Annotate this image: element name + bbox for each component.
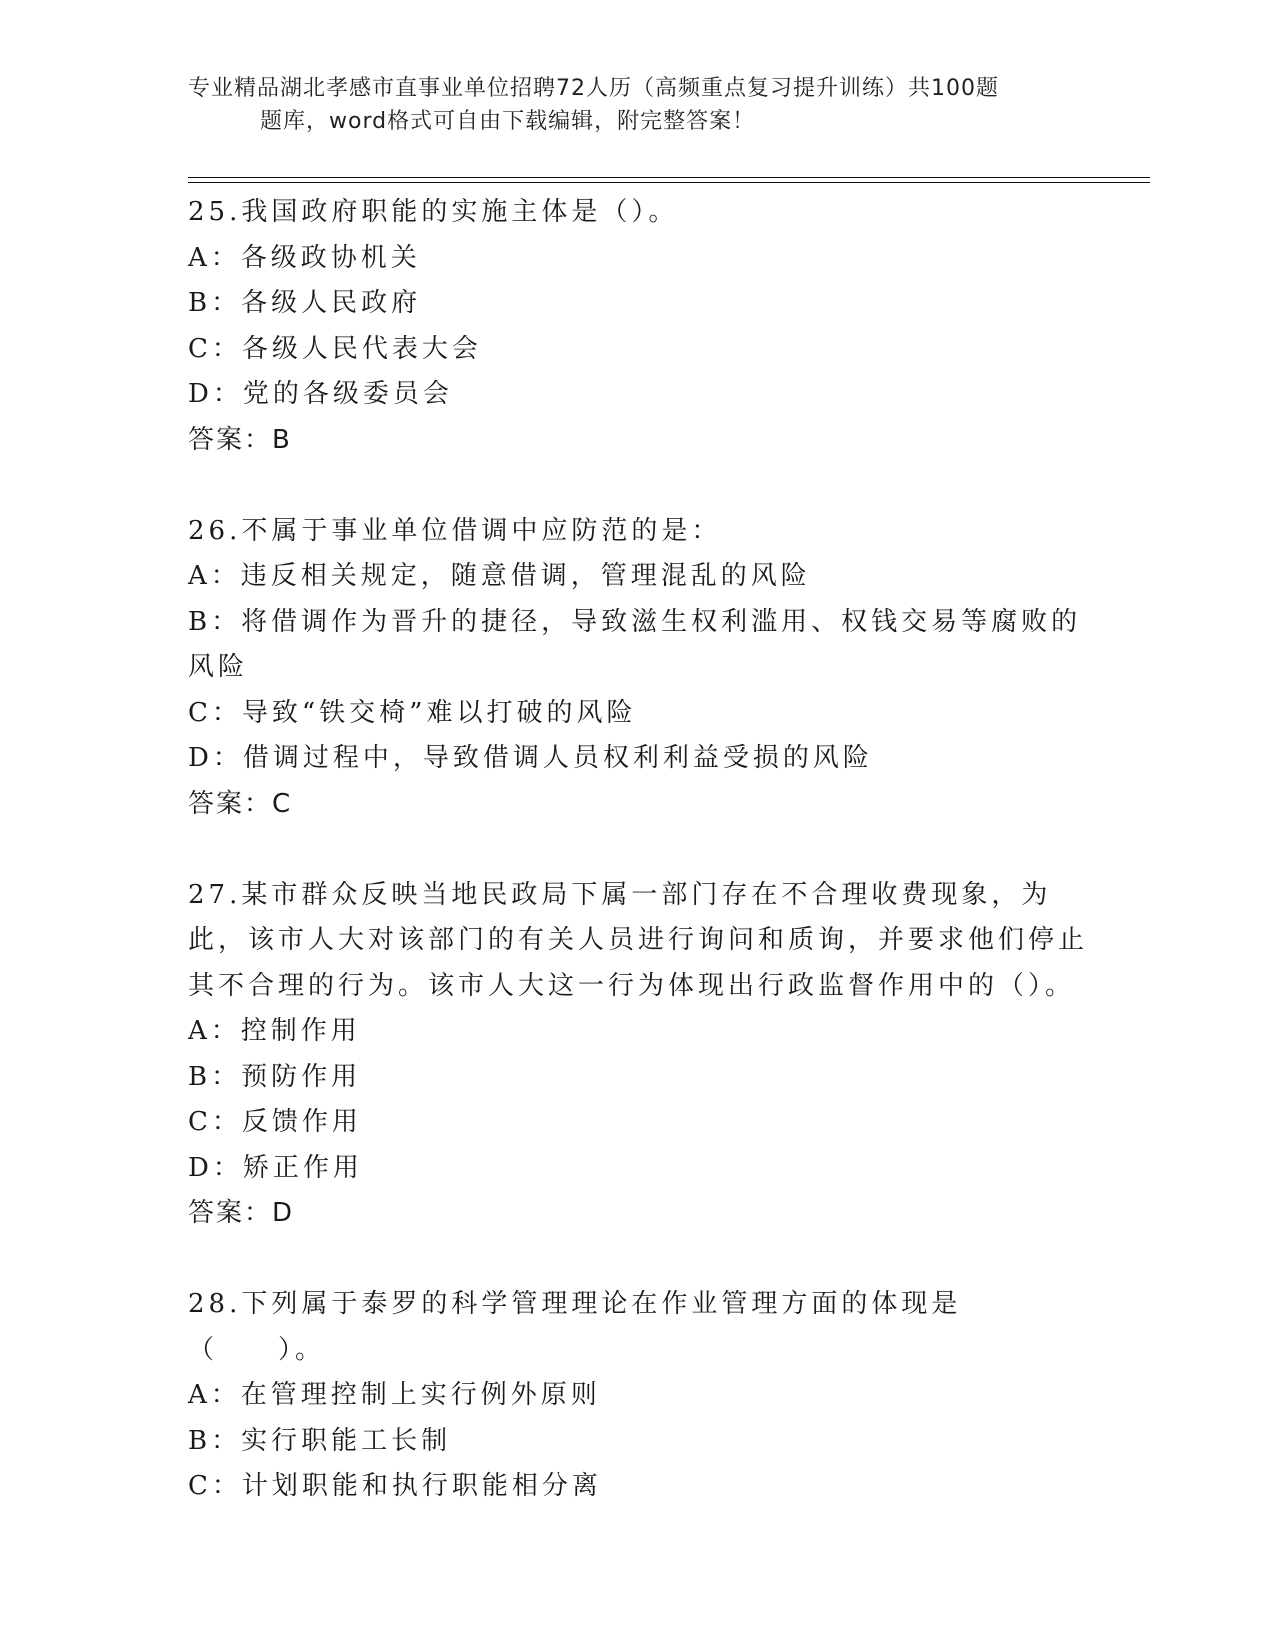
header-title-line-1: 专业精品湖北孝感市直事业单位招聘72人历（高频重点复习提升训练）共100题 bbox=[188, 76, 999, 101]
question-stem: 26.不属于事业单位借调中应防范的是： bbox=[188, 515, 722, 546]
option-b: B：预防作用 bbox=[188, 1061, 362, 1092]
document-header bbox=[188, 72, 1068, 138]
answer-line: 答案：C bbox=[188, 788, 293, 819]
option-b: B：将借调作为晋升的捷径，导致滋生权利滥用、权钱交易等腐败的风险 bbox=[188, 606, 1082, 682]
answer-line: 答案：B bbox=[188, 424, 292, 455]
option-a: A：控制作用 bbox=[188, 1016, 361, 1046]
answer-line: 答案：D bbox=[188, 1198, 295, 1228]
question-28 bbox=[188, 1282, 1088, 1510]
question-list bbox=[188, 190, 1088, 1510]
option-b: B：实行职能工长制 bbox=[188, 1425, 452, 1456]
option-a: A：违反相关规定，随意借调，管理混乱的风险 bbox=[188, 561, 811, 591]
option-c: C：各级人民代表大会 bbox=[188, 333, 482, 364]
option-c: C：计划职能和执行职能相分离 bbox=[188, 1471, 602, 1501]
question-26 bbox=[188, 509, 1088, 828]
header-title-line-2: 题库，word格式可自由下载编辑，附完整答案！ bbox=[260, 109, 756, 134]
option-c: C：导致“铁交椅”难以打破的风险 bbox=[188, 697, 637, 728]
option-a: A：各级政协机关 bbox=[188, 242, 421, 273]
option-a: A：在管理控制上实行例外原则 bbox=[188, 1380, 601, 1410]
question-stem: 28.下列属于泰罗的科学管理理论在作业管理方面的体现是（ ）。 bbox=[188, 1289, 962, 1365]
question-27 bbox=[188, 873, 1088, 1237]
option-d: D：矫正作用 bbox=[188, 1152, 363, 1183]
question-25 bbox=[188, 190, 1088, 463]
question-stem: 27.某市群众反映当地民政局下属一部门存在不合理收费现象，为此，该市人大对该部门的有关人员进行询问和质询，并要求他们停止其不合理的行为。该市人大这一行为体现出行政监督作用中的（）。 bbox=[188, 879, 1089, 1001]
option-b: B：各级人民政府 bbox=[188, 288, 422, 318]
header-divider-top bbox=[188, 177, 1150, 178]
option-d: D：党的各级委员会 bbox=[188, 379, 453, 409]
header-divider-bottom bbox=[188, 182, 1150, 183]
option-c: C：反馈作用 bbox=[188, 1107, 362, 1137]
question-stem: 25.我国政府职能的实施主体是（）。 bbox=[188, 197, 679, 227]
option-d: D：借调过程中，导致借调人员权利利益受损的风险 bbox=[188, 743, 873, 773]
